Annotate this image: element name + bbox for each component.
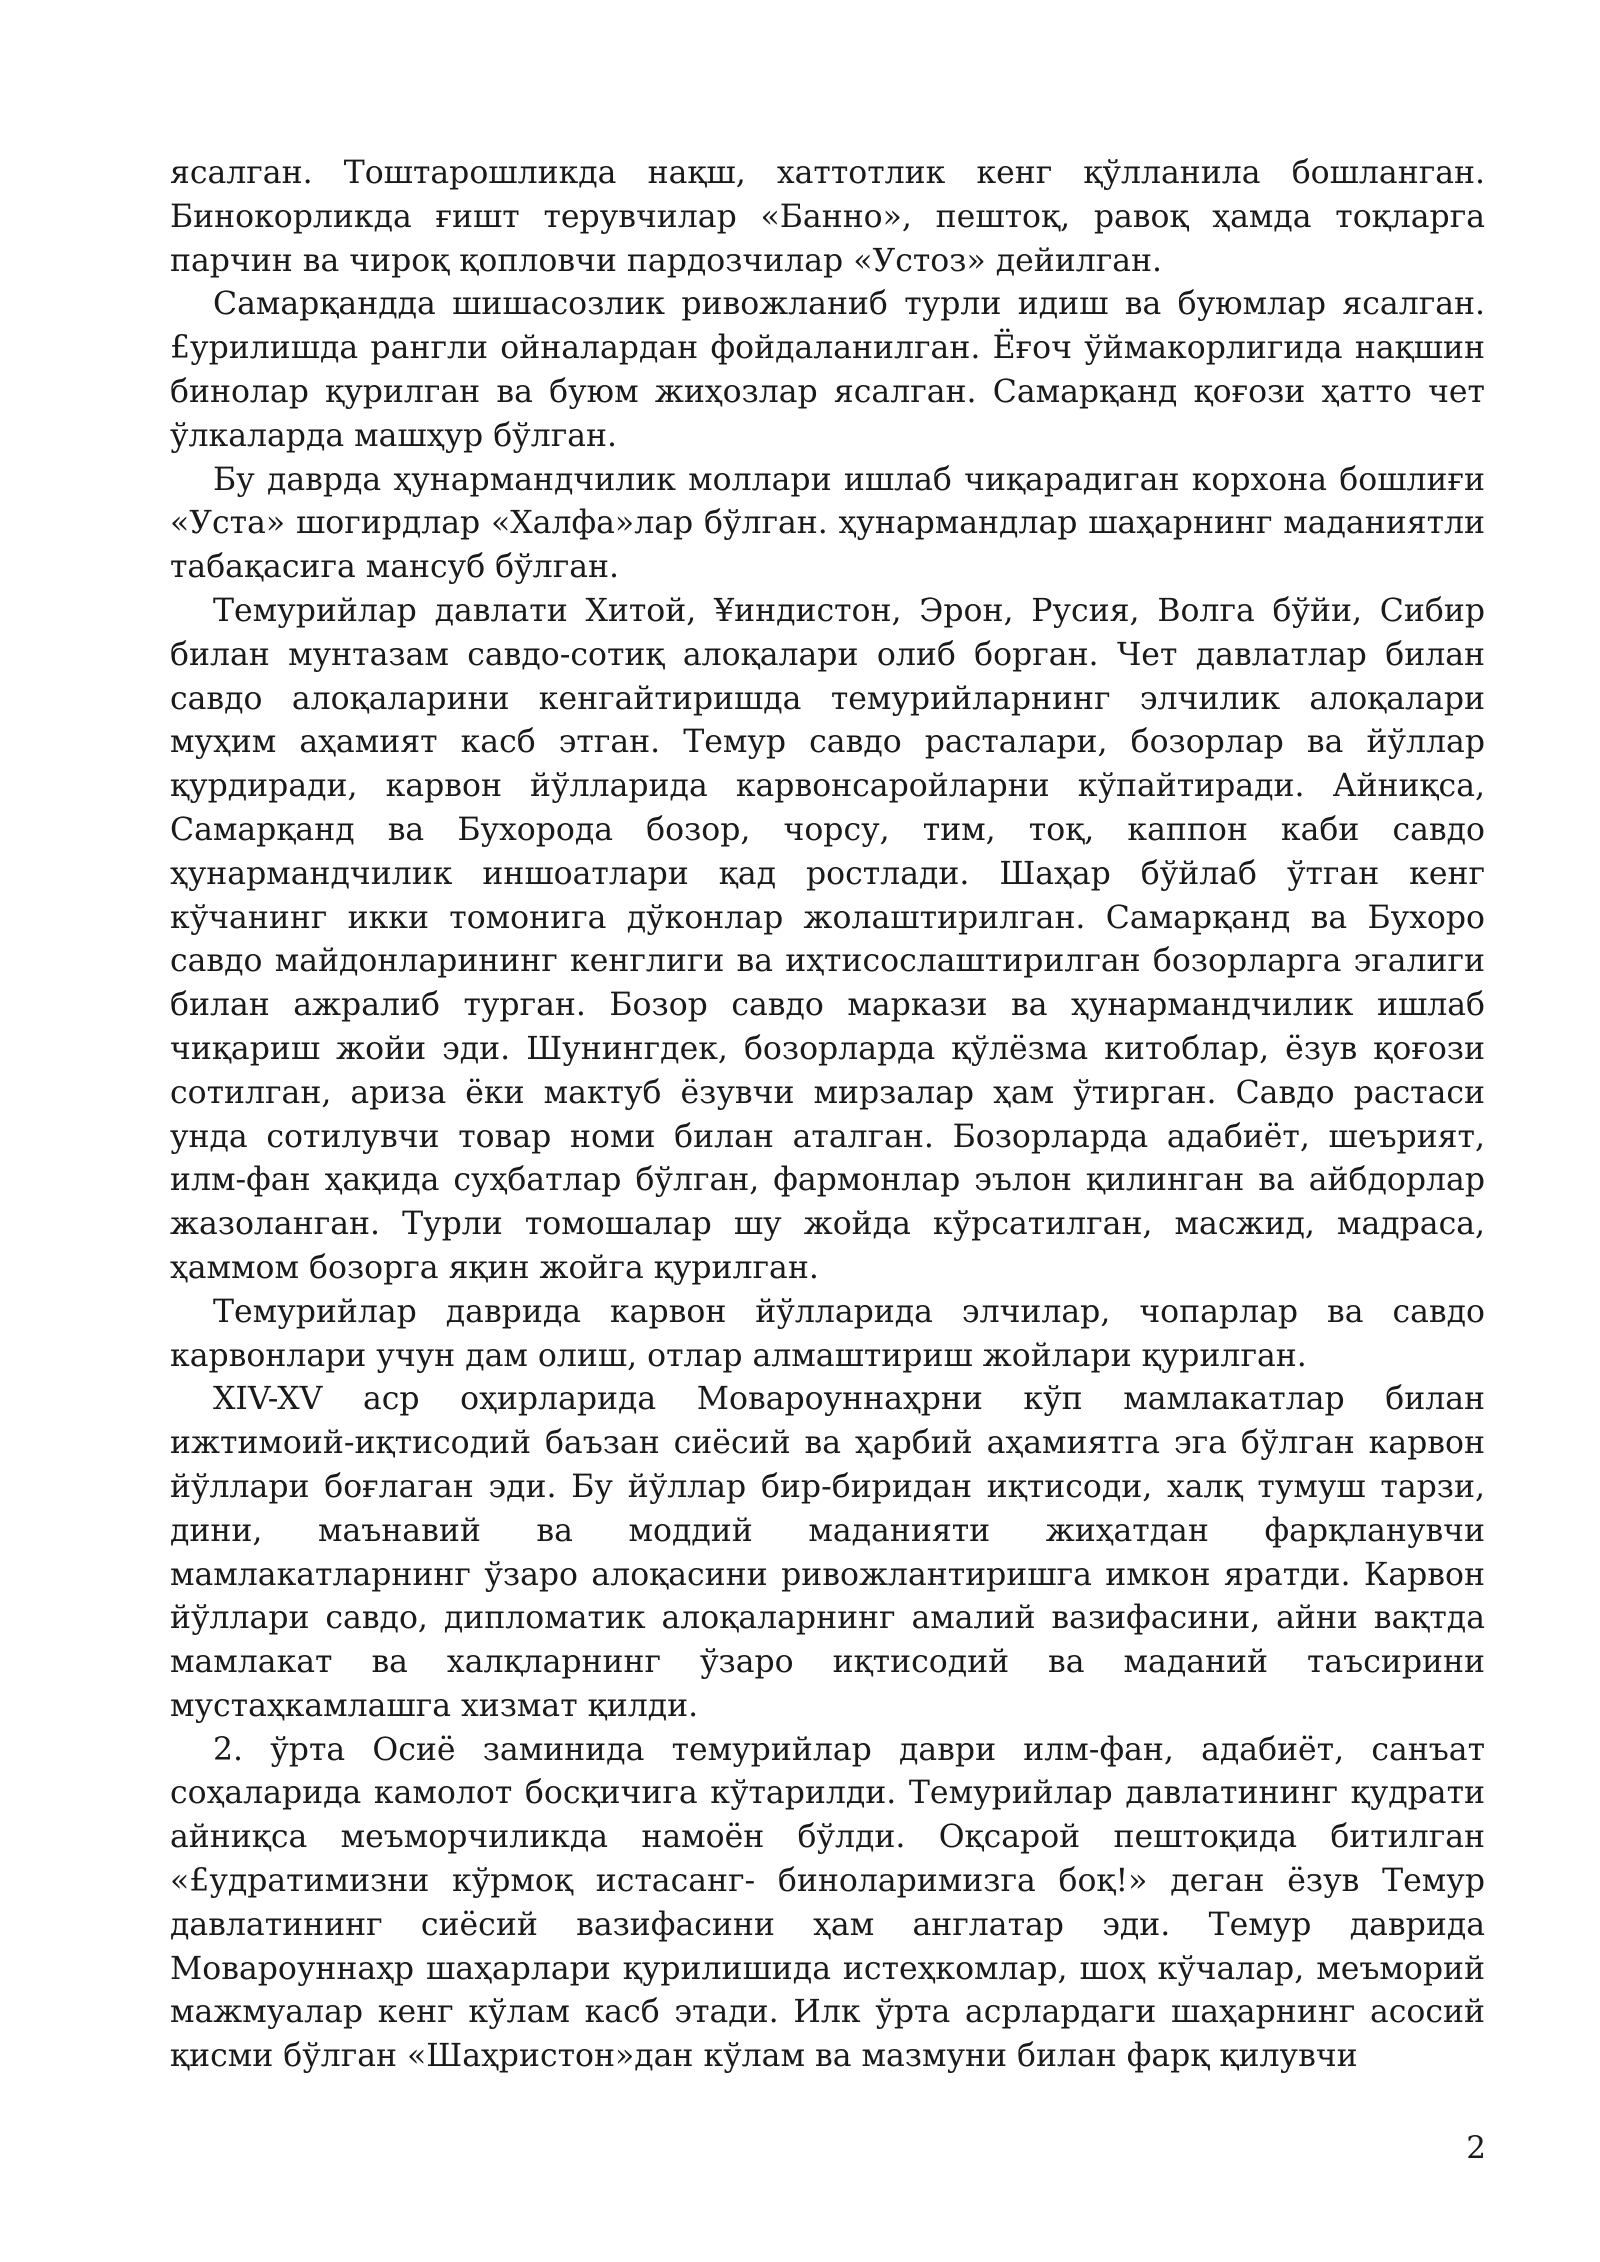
paragraph-3: Бу даврда ҳунармандчилик моллари ишлаб чиқарадиган корхона бошлиғи «Уста» шогирдлар «Халфа»лар бўлган. ҳунармандлар шаҳарнинг маданиятли табақасига мансуб бўлган. xyxy=(170,461,1485,586)
paragraph-7: 2. ўрта Осиё заминида темурийлар даври илм-фан, адабиёт, санъат соҳаларида камолот босқичига кўтарилди. Темурийлар давлатининг қудрати айниқса меъморчиликда намоён бўлди. Оқсарой пештоқида битилган «£удратимизни кўрмоқ истасанг- биноларимизга боқ!» деган ёзув Темур давлатининг сиёсий вазифасини ҳам англатар эди. Темур даврида Мовароуннаҳр шаҳарлари қурилишида истеҳкомлар, шоҳ кўчалар, меъморий мажмуалар кенг кўлам касб этади. Илк ўрта асрлардаги шаҳарнинг асосий қисми бўлган «Шаҳристон»дан кўлам ва мазмуни билан фарқ қилувчи xyxy=(170,1731,1485,2075)
document-body xyxy=(170,152,1485,2079)
paragraph-4: Темурийлар давлати Хитой, ¥индистон, Эрон, Русия, Волга бўйи, Сибир билан мунтазам савдо-сотиқ алоқалари олиб борган. Чет давлатлар билан савдо алоқаларини кенгайтиришда темурийларнинг элчилик алоқалари муҳим аҳамият касб этган. Темур савдо расталари, бозорлар ва йўллар қурдиради, карвон йўлларида карвонсаройларни кўпайтиради. Айниқса, Самарқанд ва Бухорода бозор, чорсу, тим, тоқ, каппон каби савдо ҳунармандчилик иншоатлари қад ростлади. Шаҳар бўйлаб ўтган кенг кўчанинг икки томонига дўконлар жолаштирилган. Самарқанд ва Бухоро савдо майдонларининг кенглиги ва иҳтисослаштирилган бозорларга эгалиги билан ажралиб турган. Бозор савдо маркази ва ҳунармандчилик ишлаб чиқариш жойи эди. Шунингдек, бозорларда қўлёзма китоблар, ёзув қоғози сотилган, ариза ёки мактуб ёзувчи мирзалар ҳам ўтирган. Савдо растаси унда сотилувчи товар номи билан аталган. Бозорларда адабиёт, шеърият, илм-фан ҳақида суҳбатлар бўлган, фармонлар эълон қилинган ва айбдорлар жазоланган. Турли томошалар шу жойда кўрсатилган, масжид, мадраса, ҳаммом бозорга яқин жойга қурилган. xyxy=(170,592,1485,1286)
paragraph-6: XIV-XV аср оҳирларида Мовароуннаҳрни кўп мамлакатлар билан ижтимоий-иқтисодий баъзан сиёсий ва ҳарбий аҳамиятга эга бўлган карвон йўллари боғлаган эди. Бу йўллар бир-биридан иқтисоди, халқ тумуш тарзи, дини, маънавий ва моддий маданияти жиҳатдан фарқланувчи мамлакатларнинг ўзаро алоқасини ривожлантиришга имкон яратди. Карвон йўллари савдо, дипломатик алоқаларнинг амалий вазифасини, айни вақтда мамлакат ва халқларнинг ўзаро иқтисодий ва маданий таъсирини мустаҳкамлашга хизмат қилди. xyxy=(170,1381,1485,1724)
paragraph-2: Самарқандда шишасозлик ривожланиб турли идиш ва буюмлар ясалган. £урилишда рангли ойналардан фойдаланилган. Ёғоч ўймакорлигида нақшин бинолар қурилган ва буюм жиҳозлар ясалган. Самарқанд қоғози ҳатто чет ўлкаларда машҳур бўлган. xyxy=(170,286,1485,454)
paragraph-5: Темурийлар даврида карвон йўлларида элчилар, чопарлар ва савдо карвонлари учун дам олиш, отлар алмаштириш жойлари қурилган. xyxy=(170,1293,1485,1374)
page-number: 2 xyxy=(1466,2130,1486,2166)
paragraph-1: ясалган. Тоштарошликда нақш, хаттотлик кенг қўлланила бошланган. Бинокорликда ғишт терувчилар «Банно», пештоқ, равоқ ҳамда тоқларга парчин ва чироқ қопловчи пардозчилар «Устоз» дейилган. xyxy=(170,155,1485,279)
